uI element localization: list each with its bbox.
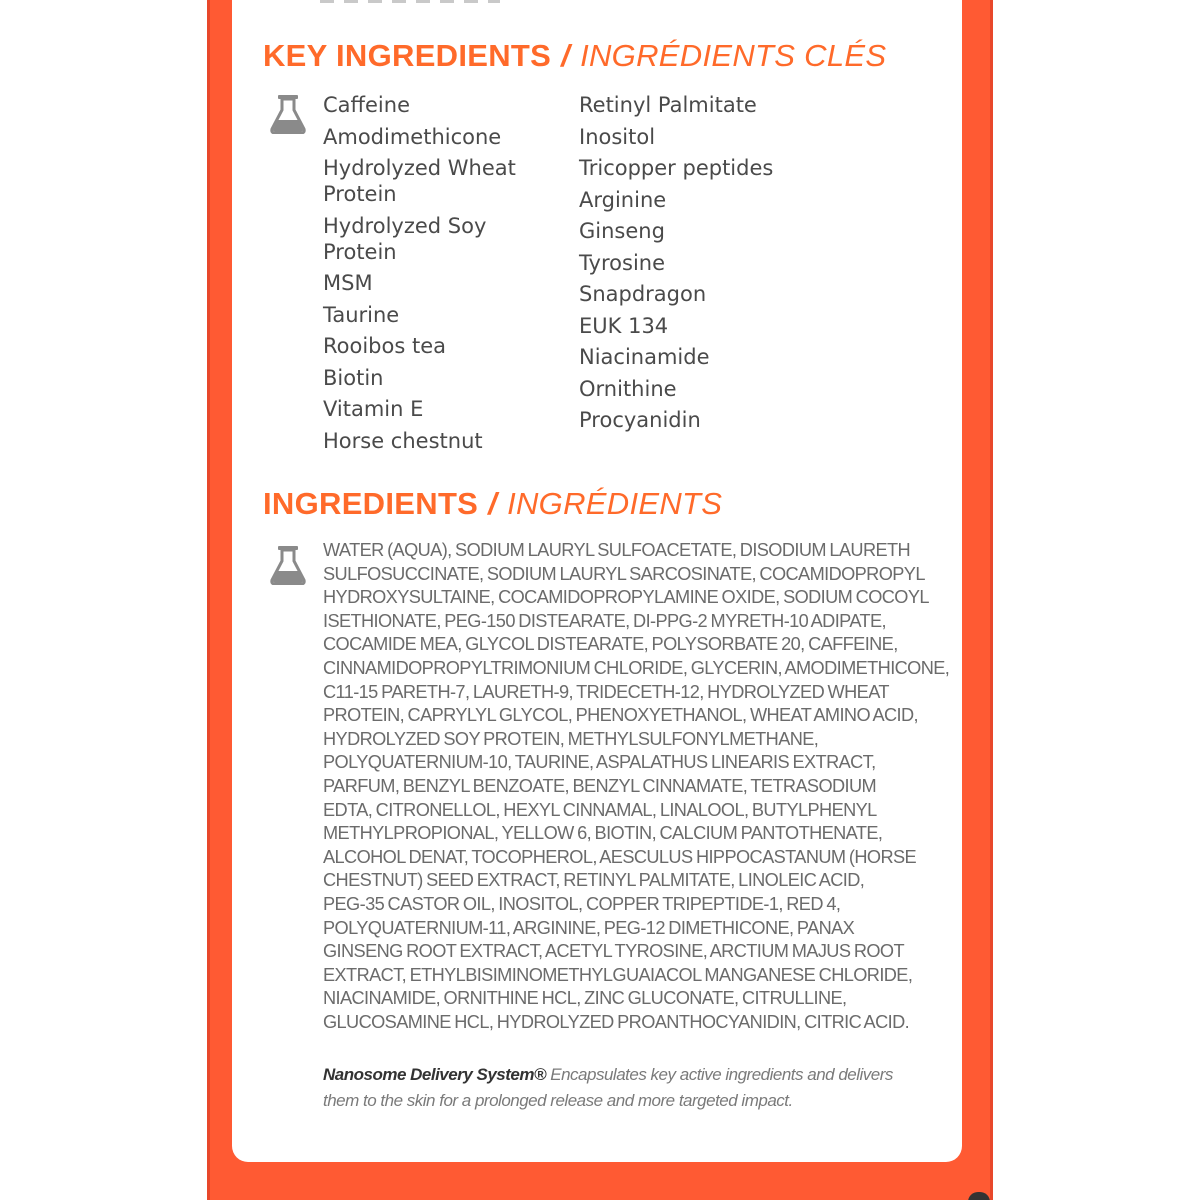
ingredients-line: WATER (AQUA), SODIUM LAURYL SULFOACETATE, DISODIUM LAURETH xyxy=(323,540,911,560)
list-item: Caffeine xyxy=(323,93,410,117)
heading-separator: / xyxy=(488,486,498,521)
key-ingredients-heading-en: KEY INGREDIENTS xyxy=(263,38,552,73)
ingredients-line: C11-15 PARETH-7, LAURETH-9, TRIDECETH-12, HYDROLYZED WHEAT xyxy=(323,681,889,702)
heading-separator: / xyxy=(561,38,571,73)
key-ingredients-heading-fr: INGRÉDIENTS CLÉS xyxy=(580,38,887,73)
key-ingredients-right-list xyxy=(579,92,879,439)
list-item: Amodimethicone xyxy=(323,124,502,149)
list-item: Hydrolyzed Soy Protein xyxy=(323,213,487,264)
list-item: Hydrolyzed Wheat Protein xyxy=(323,156,516,206)
list-item: Snapdragon xyxy=(579,282,707,306)
list-item: EUK 134 xyxy=(579,313,669,338)
cropped-text-remnant xyxy=(320,0,500,3)
list-item: Taurine xyxy=(323,302,400,327)
ingredients-line: GINSENG ROOT EXTRACT, ACETYL TYROSINE, ARCTIUM MAJUS ROOT xyxy=(323,941,904,962)
ingredients-list-text xyxy=(323,539,950,1034)
list-item: Biotin xyxy=(323,365,384,390)
ingredients-line: METHYLPROPIONAL, YELLOW 6, BIOTIN, CALCIUM PANTOTHENATE, xyxy=(323,823,883,844)
ingredients-line: ISETHIONATE, PEG-150 DISTEARATE, DI-PPG-2 MYRETH-10 ADIPATE, xyxy=(323,610,887,631)
flask-icon xyxy=(269,94,307,134)
ingredients-line: CINNAMIDOPROPYLTRIMONIUM CHLORIDE, GLYCERIN, AMODIMETHICONE, xyxy=(323,657,950,678)
list-item: Rooibos tea xyxy=(323,334,446,358)
delivery-system-note xyxy=(323,1062,923,1114)
ingredients-line: PARFUM, BENZYL BENZOATE, BENZYL CINNAMATE, TETRASODIUM xyxy=(323,775,877,796)
list-item: MSM xyxy=(323,271,373,295)
delivery-system-brand: Nanosome Delivery System® xyxy=(323,1065,547,1084)
list-item: Niacinamide xyxy=(579,345,710,369)
list-item: Tyrosine xyxy=(579,250,666,275)
ingredients-heading-en: INGREDIENTS xyxy=(263,486,479,521)
ingredients-line: SULFOSUCCINATE, SODIUM LAURYL SARCOSINATE, COCAMIDOPROPYL xyxy=(323,563,925,584)
ingredients-line: CHESTNUT) SEED EXTRACT, RETINYL PALMITATE, LINOLEIC ACID, xyxy=(323,870,865,891)
ingredients-line: POLYQUATERNIUM-11, ARGININE, PEG-12 DIMETHICONE, PANAX xyxy=(323,917,855,938)
ingredients-line: ALCOHOL DENAT, TOCOPHEROL, AESCULUS HIPPOCASTANUM (HORSE xyxy=(323,846,917,867)
ingredients-line: POLYQUATERNIUM-10, TAURINE, ASPALATHUS LINEARIS EXTRACT, xyxy=(323,752,876,773)
ingredients-line: PROTEIN, CAPRYLYL GLYCOL, PHENOXYETHANOL, WHEAT AMINO ACID, xyxy=(323,705,918,726)
ingredients-heading xyxy=(263,486,722,522)
ingredients-line: PEG-35 CASTOR OIL, INOSITOL, COPPER TRIPEPTIDE-1, RED 4, xyxy=(323,893,841,914)
ingredients-heading-fr: INGRÉDIENTS xyxy=(507,486,723,521)
ingredients-line: EXTRACT, ETHYLBISIMINOMETHYLGUAIACOL MANGANESE CHLORIDE, xyxy=(323,964,913,985)
key-ingredients-heading xyxy=(263,38,886,74)
list-item: Ornithine xyxy=(579,376,677,401)
ingredients-line: HYDROXYSULTAINE, COCAMIDOPROPYLAMINE OXIDE, SODIUM COCOYL xyxy=(323,587,929,608)
list-item: Procyanidin xyxy=(579,408,701,432)
key-ingredients-left-list xyxy=(323,92,558,459)
list-item: Arginine xyxy=(579,187,667,212)
list-item: Horse chestnut xyxy=(323,428,483,453)
list-item: Tricopper peptides xyxy=(579,156,774,180)
list-item: Retinyl Palmitate xyxy=(579,93,757,117)
ingredients-line: COCAMIDE MEA, GLYCOL DISTEARATE, POLYSORBATE 20, CAFFEINE, xyxy=(323,634,898,655)
list-item: Ginseng xyxy=(579,219,665,243)
ingredients-line: NIACINAMIDE, ORNITHINE HCL, ZINC GLUCONATE, CITRULLINE, xyxy=(323,988,847,1009)
flask-icon xyxy=(269,545,307,585)
list-item: Inositol xyxy=(579,124,656,149)
ingredients-line: EDTA, CITRONELLOL, HEXYL CINNAMAL, LINALOOL, BUTYLPHENYL xyxy=(323,799,877,820)
delivery-system-description: Encapsulates key active ingredients and delivers them to the skin for a prolonged release and more targeted impact. xyxy=(323,1065,893,1110)
ingredients-line: HYDROLYZED SOY PROTEIN, METHYLSULFONYLMETHANE, xyxy=(323,728,819,749)
list-item: Vitamin E xyxy=(323,397,424,421)
ingredients-line: GLUCOSAMINE HCL, HYDROLYZED PROANTHOCYANIDIN, CITRIC ACID. xyxy=(323,1011,910,1032)
